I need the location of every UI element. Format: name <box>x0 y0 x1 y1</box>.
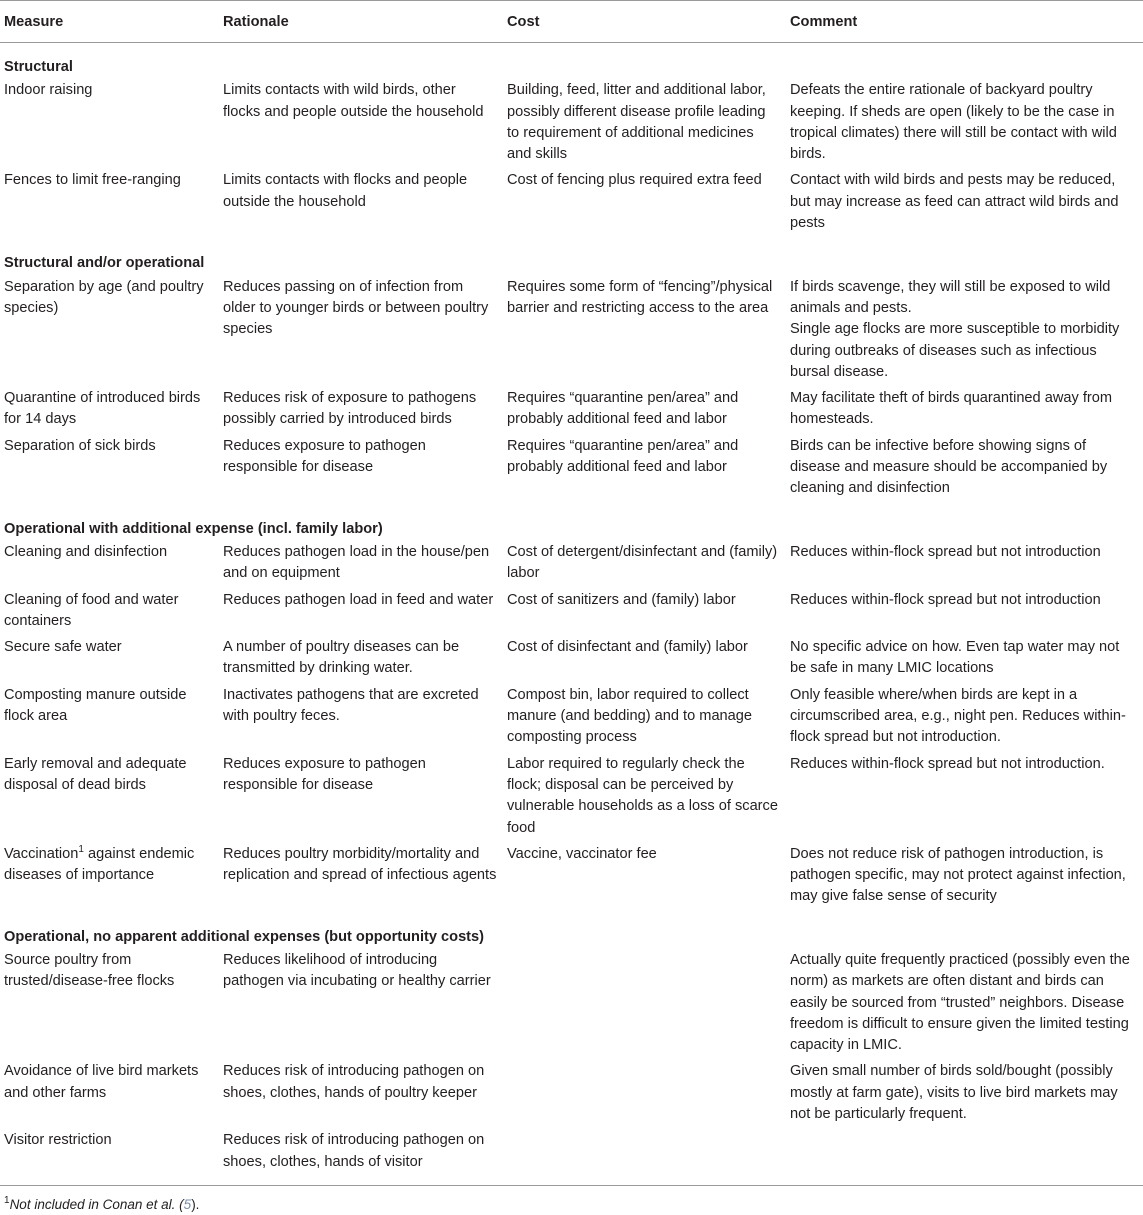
cell-cost: Labor required to regularly check the flock; disposal can be perceived by vulnerable households as a loss of scarce food <box>507 755 778 836</box>
cell-cost: Requires “quarantine pen/area” and probably additional feed and labor <box>507 437 739 476</box>
cell-cost: Vaccine, vaccinator fee <box>507 845 657 862</box>
header-comment: Comment <box>786 1 1143 43</box>
cell-comment: Only feasible where/when birds are kept in a circumscribed area, e.g., night pen. Reduces within-flock spread but not introduction. <box>790 686 1126 746</box>
cell-cost: Cost of disinfectant and (family) labor <box>507 639 748 656</box>
cell-comment: Does not reduce risk of pathogen introduction, is pathogen specific, may not protect against infection, may give false sense of security <box>790 845 1126 905</box>
table-row <box>0 1061 1143 1130</box>
footnote-close: ). <box>191 1196 200 1212</box>
cell-measure <box>0 844 219 913</box>
header-rationale: Rationale <box>219 1 503 43</box>
reference-link[interactable]: 5 <box>183 1196 192 1212</box>
section-heading <box>0 505 1143 542</box>
table-row <box>0 277 1143 388</box>
cell-rationale: Reduces pathogen load in the house/pen and on equipment <box>223 543 490 582</box>
table-row <box>0 388 1143 436</box>
cell-rationale: Limits contacts with flocks and people outside the household <box>223 172 468 210</box>
cell-rationale: Reduces exposure to pathogen responsible for disease <box>223 755 426 793</box>
cell-measure: Visitor restriction <box>0 1130 219 1185</box>
header-measure: Measure <box>0 1 219 43</box>
table-header <box>0 1 1143 43</box>
cell-comment: Given small number of birds sold/bought (possibly mostly at farm gate), visits to live bird markets may not be particularly frequent. <box>790 1063 1118 1123</box>
cell-comment: Reduces within-flock spread but not introduction <box>790 591 1101 608</box>
footnote-marker: 1 <box>78 843 84 855</box>
cell-comment: Birds can be infective before showing signs of disease and measure should be accompanied by cleaning and disinfection <box>790 437 1108 497</box>
cell-rationale: Reduces exposure to pathogen responsible for disease <box>223 437 426 476</box>
cell-cost <box>503 1130 786 1185</box>
comment-line: Single age flocks are more susceptible to morbidity during outbreaks of diseases such as infectious bursal disease. <box>790 321 1120 380</box>
table-row <box>0 844 1143 913</box>
cell-cost: Cost of detergent/disinfectant and (family) labor <box>507 543 778 582</box>
cell-cost <box>503 1061 786 1130</box>
section-heading <box>0 239 1143 276</box>
measure-text: Vaccination <box>4 845 79 862</box>
cell-comment <box>786 1130 1143 1185</box>
cell-rationale: Reduces risk of introducing pathogen on shoes, clothes, hands of poultry keeper <box>223 1063 485 1101</box>
cell-cost <box>503 950 786 1061</box>
cell-rationale: Reduces poultry morbidity/mortality and replication and spread of infectious agents <box>223 845 497 884</box>
header-cost: Cost <box>503 1 786 43</box>
cell-cost: Building, feed, litter and additional labor, possibly different disease profile leading to requirement of additional medicines and skills <box>507 82 766 163</box>
section-title-operational-expense: Operational with additional expense (incl. family labor) <box>4 520 383 537</box>
table-row <box>0 1130 1143 1185</box>
cell-cost: Requires “quarantine pen/area” and probably additional feed and labor <box>507 390 739 428</box>
table-row <box>0 685 1143 754</box>
cell-measure: Secure safe water <box>4 639 122 656</box>
table-row <box>0 950 1143 1061</box>
cell-rationale: Limits contacts with wild birds, other flocks and people outside the household <box>223 82 484 120</box>
table-row <box>0 542 1143 590</box>
cell-cost: Requires some form of “fencing”/physical barrier and restricting access to the area <box>507 278 773 316</box>
cell-measure: Separation by age (and poultry species) <box>4 278 204 316</box>
cell-comment <box>786 277 1143 388</box>
cell-measure: Avoidance of live bird markets and other farms <box>4 1063 199 1101</box>
table-body <box>0 43 1143 1186</box>
cell-cost: Cost of fencing plus required extra feed <box>507 172 762 189</box>
cell-measure: Source poultry from trusted/disease-free flocks <box>4 951 175 990</box>
cell-measure: Indoor raising <box>4 82 93 99</box>
table-footnote <box>0 1186 1143 1215</box>
cell-comment: Reduces within-flock spread but not introduction. <box>790 755 1105 772</box>
table-row <box>0 80 1143 170</box>
section-heading <box>0 43 1143 81</box>
section-heading <box>0 913 1143 950</box>
cell-measure: Quarantine of introduced birds for 14 days <box>4 390 201 428</box>
cell-cost: Compost bin, labor required to collect manure (and bedding) and to manage composting process <box>507 686 753 746</box>
header-row <box>0 1 1143 43</box>
cell-rationale: Reduces pathogen load in feed and water <box>223 591 494 608</box>
cell-rationale: Reduces risk of introducing pathogen on shoes, clothes, hands of visitor <box>219 1130 503 1185</box>
cell-comment: Defeats the entire rationale of backyard poultry keeping. If sheds are open (likely to be the case in tropical climates) there will still be contact with wild birds. <box>790 82 1117 163</box>
comment-line: If birds scavenge, they will still be exposed to wild animals and pests. <box>790 278 1111 316</box>
cell-rationale: Reduces risk of exposure to pathogens possibly carried by introduced birds <box>223 390 477 428</box>
cell-comment: May facilitate theft of birds quarantined away from homesteads. <box>790 390 1113 428</box>
cell-measure: Cleaning of food and water containers <box>4 591 179 629</box>
measure-text-rest: against endemic diseases of importance <box>4 845 195 884</box>
cell-measure: Cleaning and disinfection <box>4 543 168 560</box>
table-row <box>0 170 1143 239</box>
cell-rationale: A number of poultry diseases can be transmitted by drinking water. <box>223 639 460 677</box>
cell-cost: Cost of sanitizers and (family) labor <box>507 591 736 608</box>
section-title-operational-no-expense: Operational, no apparent additional expenses (but opportunity costs) <box>4 928 485 945</box>
cell-rationale: Inactivates pathogens that are excreted with poultry feces. <box>223 686 479 725</box>
cell-comment: Reduces within-flock spread but not introduction <box>790 543 1101 560</box>
table-row <box>0 436 1143 505</box>
table-row <box>0 637 1143 685</box>
section-title-structural-operational: Structural and/or operational <box>4 255 205 272</box>
cell-measure: Fences to limit free-ranging <box>4 172 181 189</box>
cell-comment: No specific advice on how. Even tap water may not be safe in many LMIC locations <box>790 639 1120 677</box>
section-title-structural: Structural <box>4 59 73 75</box>
footnote-number: 1 <box>4 1194 10 1206</box>
cell-rationale: Reduces passing on of infection from older to younger birds or between poultry species <box>223 278 489 338</box>
footnote-text: Not included in Conan et al. ( <box>9 1196 184 1212</box>
cell-measure: Early removal and adequate disposal of dead birds <box>4 755 187 793</box>
cell-comment: Actually quite frequently practiced (possibly even the norm) as markets are often distant and birds can easily be sourced from “trusted” neighbors. Disease freedom is difficult to ensure given the limited testing capacity in LMIC. <box>790 951 1130 1054</box>
cell-measure: Composting manure outside flock area <box>4 686 187 725</box>
cell-rationale: Reduces likelihood of introducing pathogen via incubating or healthy carrier <box>223 951 491 990</box>
cell-comment: Contact with wild birds and pests may be reduced, but may increase as feed can attract wild birds and pests <box>790 172 1119 232</box>
table-row <box>0 590 1143 638</box>
cell-measure: Separation of sick birds <box>4 437 156 454</box>
table-row <box>0 754 1143 844</box>
